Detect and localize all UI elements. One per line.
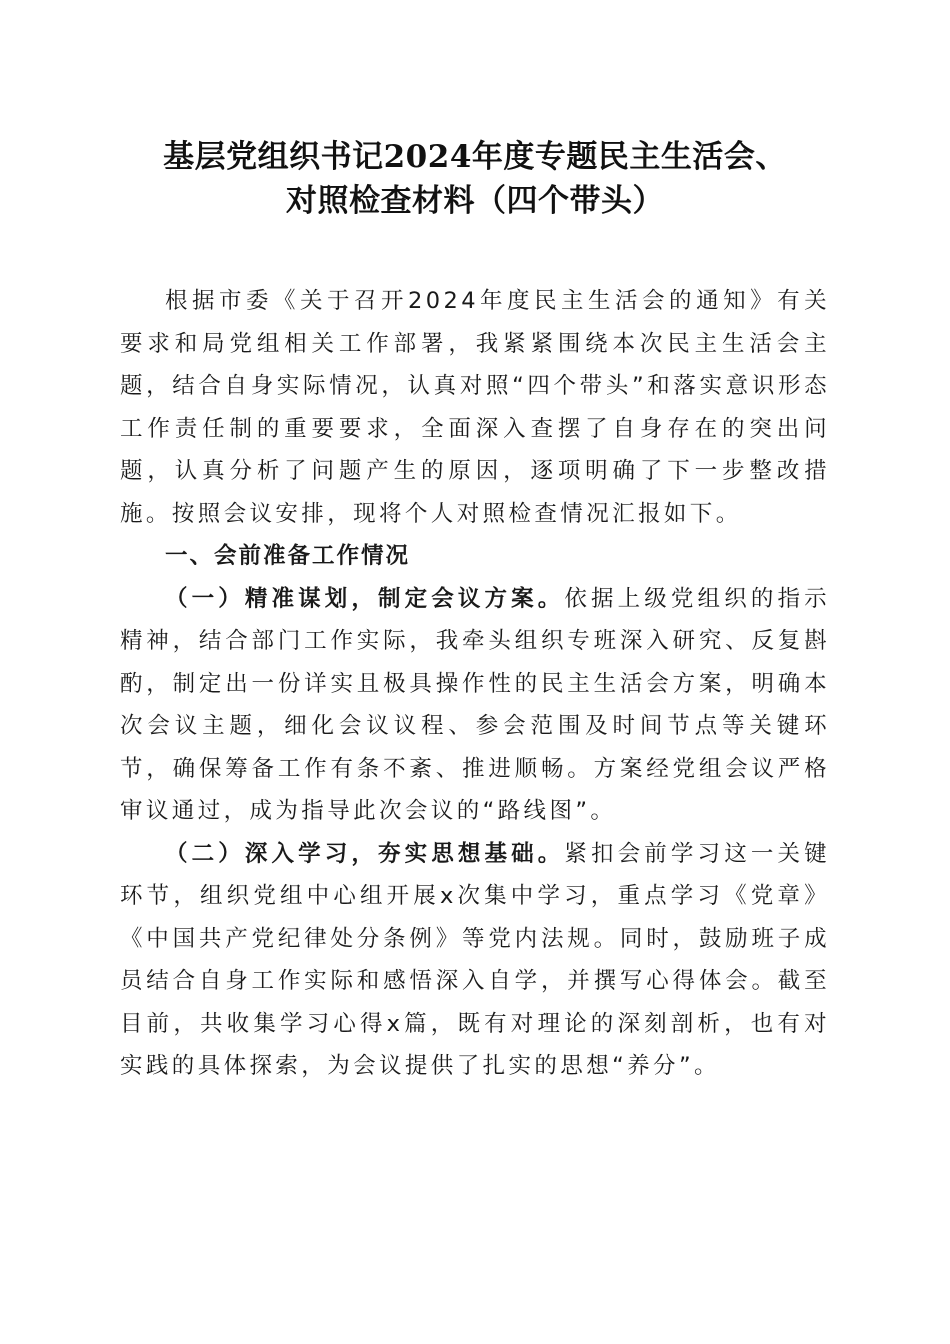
item-2-paragraph [120,833,830,1088]
item-1-lead: （一）精准谋划，制定会议方案。 [165,585,565,612]
document-title-line-1: 基层党组织书记2024年度专题民主生活会、 [163,139,787,175]
intro-paragraph: 根据市委《关于召开2024年度民主生活会的通知》有关要求和局党组相关工作部署，我紧紧围绕本次民主生活会主题，结合自身实际情况，认真对照“四个带头”和落实意识形态工作责任制的重要要求，全面深入查摆了自身存在的突出问题，认真分析了问题产生的原因，逐项明确了下一步整改措施。按照会议安排，现将个人对照检查情况汇报如下。 [120,288,830,527]
item-2-text: 紧扣会前学习这一关键环节，组织党组中心组开展x次集中学习，重点学习《党章》《中国共产党纪律处分条例》等党内法规。同时，鼓励班子成员结合自身工作实际和感悟深入自学，并撰写心得体会。截至目前，共收集学习心得x篇，既有对理论的深刻剖析，也有对实践的具体探索，为会议提供了扎实的思想“养分”。 [120,840,830,1079]
item-1-text: 依据上级党组织的指示精神，结合部门工作实际，我牵头组织专班深入研究、反复斟酌，制定出一份详实且极具操作性的民主生活会方案，明确本次会议主题，细化会议议程、参会范围及时间节点等关键环节，确保筹备工作有条不紊、推进顺畅。方案经党组会议严格审议通过，成为指导此次会议的“路线图”。 [120,585,830,824]
item-2-lead: （二）深入学习，夯实思想基础。 [165,840,565,867]
item-1-paragraph [120,578,830,833]
section-heading-1: 一、会前准备工作情况 [165,543,411,569]
document-title-line-2: 对照检查材料（四个带头） [286,183,664,219]
document-body [120,280,830,1088]
